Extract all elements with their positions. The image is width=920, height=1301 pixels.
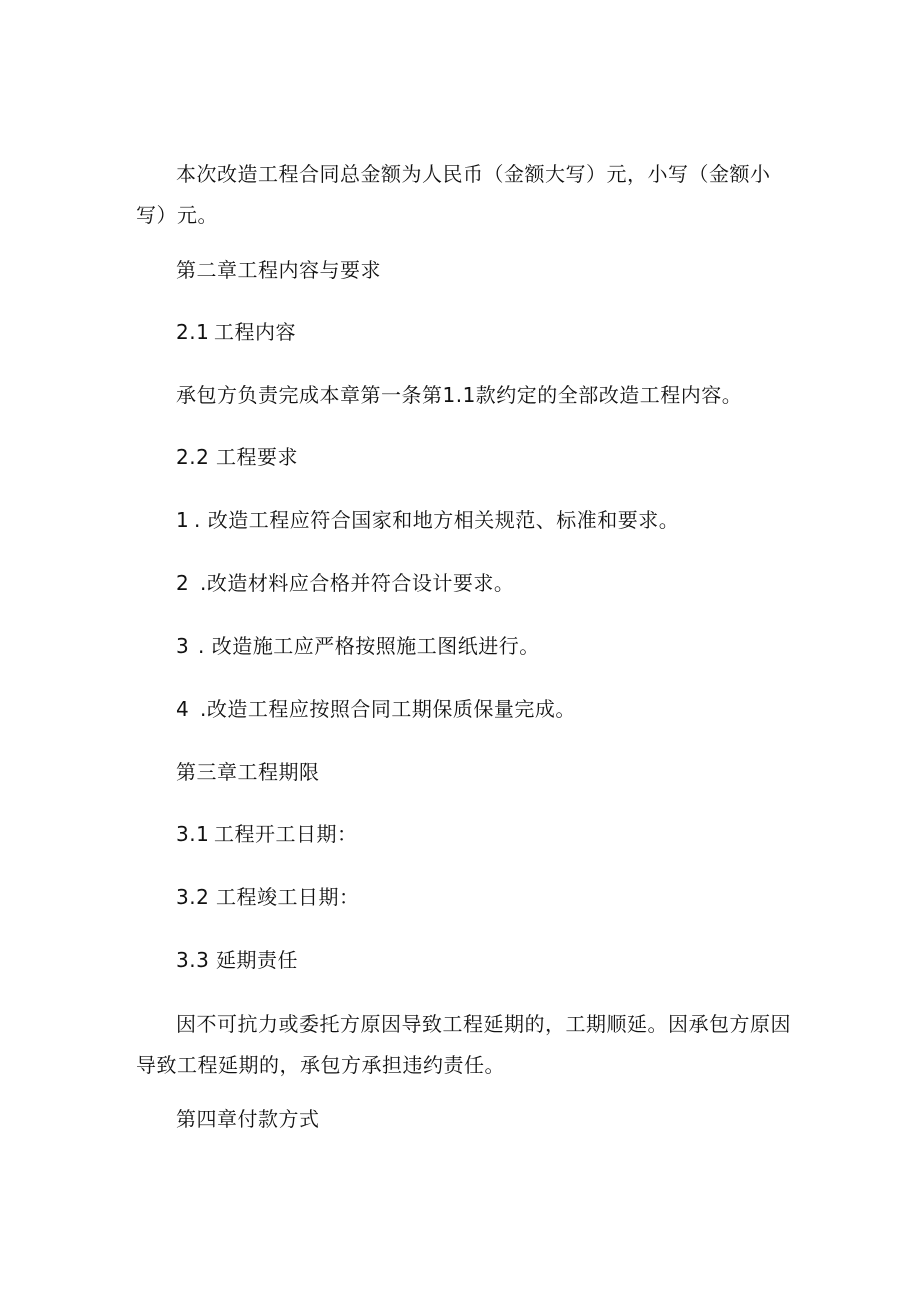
item-number: 3 xyxy=(176,634,190,658)
section-number: 3.2 xyxy=(176,885,210,909)
section-number: 2.2 xyxy=(176,445,210,469)
requirement-item-3 xyxy=(176,632,540,660)
section-number: 3.1 xyxy=(176,822,210,846)
item-number: 2 xyxy=(176,571,190,595)
section-title: 工程开工日期： xyxy=(214,822,358,846)
section-title: 延期责任 xyxy=(216,948,298,972)
section-3-3-body-line-1: 因不可抗力或委托方原因导致工程延期的，工期顺延。因承包方原因 xyxy=(176,1012,791,1036)
item-number: 1 xyxy=(176,508,190,532)
section-2-1-body: 承包方负责完成本章第一条第1.1款约定的全部改造工程内容。 xyxy=(176,383,743,407)
paragraph-amount-line-2: 写）元。 xyxy=(136,203,218,227)
requirement-item-2 xyxy=(176,569,514,597)
requirement-item-1 xyxy=(176,506,679,534)
section-number: 3.3 xyxy=(176,948,210,972)
section-3-3-heading xyxy=(176,946,298,974)
section-number: 2.1 xyxy=(176,320,210,344)
section-2-2-heading xyxy=(176,443,298,471)
section-title: 工程竣工日期： xyxy=(216,885,360,909)
section-3-2-heading xyxy=(176,883,360,911)
section-2-1-heading xyxy=(176,318,296,346)
section-title: 工程要求 xyxy=(216,445,298,469)
item-number: 4 xyxy=(176,697,190,721)
chapter-2-heading: 第二章工程内容与要求 xyxy=(176,258,381,282)
chapter-4-heading: 第四章付款方式 xyxy=(176,1107,320,1131)
section-title: 工程内容 xyxy=(214,320,296,344)
item-text: .改造材料应合格并符合设计要求。 xyxy=(200,571,515,595)
item-text: . 改造工程应符合国家和地方相关规范、标准和要求。 xyxy=(194,508,680,532)
section-3-3-body-line-2: 导致工程延期的，承包方承担违约责任。 xyxy=(136,1053,505,1077)
item-text: . 改造施工应严格按照施工图纸进行。 xyxy=(198,634,540,658)
paragraph-amount-line-1: 本次改造工程合同总金额为人民币（金额大写）元，小写（金额小 xyxy=(176,162,771,186)
requirement-item-4 xyxy=(176,695,576,723)
chapter-3-heading: 第三章工程期限 xyxy=(176,760,320,784)
section-3-1-heading xyxy=(176,820,358,848)
item-text: .改造工程应按照合同工期保质保量完成。 xyxy=(200,697,576,721)
